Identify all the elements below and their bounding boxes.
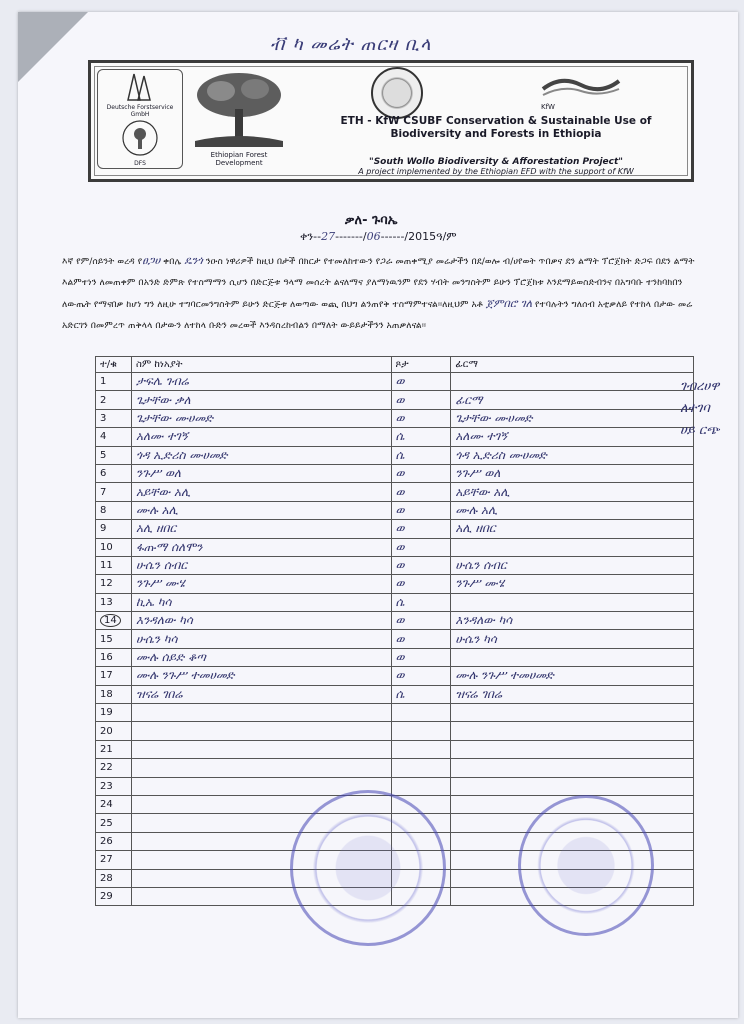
row-number — [96, 795, 132, 813]
date-day: 27 — [321, 230, 336, 243]
row-number-text: 19 — [100, 707, 113, 719]
row-signature-text: ጌታቸው ሙሀመድ — [455, 410, 533, 425]
row-signature-text: ንጉሥ ሙሄ — [455, 576, 505, 591]
row-name-text: አይቸው አሊ — [135, 484, 191, 499]
table-row — [96, 409, 694, 427]
row-number-text: 25 — [100, 817, 113, 829]
row-signature — [451, 556, 694, 574]
row-number — [96, 391, 132, 409]
page-fold — [18, 12, 88, 82]
row-sex-text: ወ — [395, 521, 405, 536]
row-name — [131, 391, 391, 409]
table-row — [96, 575, 694, 593]
row-signature — [451, 593, 694, 611]
row-number-text: 28 — [100, 872, 113, 884]
header-name: ስም ከነአያት — [131, 357, 391, 373]
row-number — [96, 667, 132, 685]
row-sex — [391, 759, 451, 777]
row-number — [96, 575, 132, 593]
row-name — [131, 685, 391, 703]
row-name-text: አሊ ዘበር — [135, 521, 177, 536]
table-row — [96, 373, 694, 391]
row-sex-text: ወ — [395, 484, 405, 499]
row-name-text: ታፍሌ ገብሬ — [135, 374, 189, 389]
row-number-text: 29 — [100, 891, 113, 903]
banner-tagline: A project implemented by the Ethiopian EFD with the support of KfW — [358, 167, 634, 176]
para-part3: ንዑስ ነዋሪዎች ከዚህ በታች በክርታ የተመለከተውን የጋራ መጠቀሚያ መሬታችን በደ/ወሎ ብ/ሀየወት ጥበቃና ደን ልማት ፕሮጀክት ድጋፍ በደን ልማት እልምተነን ለመጠቀም በአንድ ድምጽ የተስማማን ሲሆን በድርጅቱ ዓላማ መሰረት ልናለማና ያለማነዉንም የደን ሃብት መንግስትም ይሁን ፕሮጀክቱ እንደማይወስድብንና በአግባቡ ተንከባክበን ለውጤት የማናበቃ ከሆነ ግን ለዚሁ ተግባርመንግስትም ይሁን ድርጅቱ ለወጣው ወጪ በህግ ልንጠየቅ ተስማምተናል፡፡ለዚህም አቶ — [62, 256, 695, 310]
row-sex-text: ወ — [395, 410, 405, 425]
row-sex — [391, 446, 451, 464]
row-sex-text: ወ — [395, 613, 405, 628]
row-number — [96, 814, 132, 832]
row-number — [96, 538, 132, 556]
row-number-text: 3 — [100, 412, 107, 424]
table-row — [96, 722, 694, 740]
header-sex: ጾታ — [391, 357, 451, 373]
row-signature — [451, 464, 694, 482]
row-sex — [391, 575, 451, 593]
row-number — [96, 556, 132, 574]
date-month: 06 — [366, 230, 381, 243]
row-sex — [391, 373, 451, 391]
row-sex — [391, 648, 451, 666]
row-number — [96, 832, 132, 850]
dfs-logo-bottom-text: DFS — [134, 160, 146, 167]
row-name-text: ጌታቸው ቃለ — [135, 392, 191, 407]
table-row — [96, 704, 694, 722]
row-sex — [391, 722, 451, 740]
table-row — [96, 483, 694, 501]
row-sex-text: ወ — [395, 392, 405, 407]
row-name-text: ጎዳ ኢድሪስ ሙሀመድ — [135, 447, 228, 462]
efd-caption: Ethiopian Forest Development — [210, 151, 268, 167]
row-sex — [391, 409, 451, 427]
row-signature — [451, 501, 694, 519]
row-number — [96, 501, 132, 519]
row-signature — [451, 446, 694, 464]
row-signature — [451, 520, 694, 538]
row-name-text: ሁሴን ካሳ — [135, 631, 178, 646]
table-row — [96, 777, 694, 795]
row-name — [131, 740, 391, 758]
row-name-text: ንጉሥ ወለ — [135, 466, 181, 481]
date-suffix: ------/2015ዓ/ም — [380, 230, 457, 243]
row-signature-text: ዝናሬ ገበሬ — [455, 686, 502, 701]
table-row — [96, 556, 694, 574]
row-number-text: 8 — [100, 504, 107, 516]
row-sex-text: ወ — [395, 539, 405, 554]
row-sex-text: ሴ — [395, 447, 405, 462]
row-signature-text: አለሙ ተገኝ — [455, 429, 508, 444]
table-row — [96, 428, 694, 446]
row-sex-text: ወ — [395, 374, 405, 389]
row-name — [131, 759, 391, 777]
row-name — [131, 667, 391, 685]
row-name-text: አለሙ ተገኝ — [135, 429, 188, 444]
row-sex — [391, 464, 451, 482]
row-signature — [451, 630, 694, 648]
side-note-line: ሀይ ርጭ — [680, 423, 720, 438]
row-sex — [391, 538, 451, 556]
row-signature — [451, 373, 694, 391]
row-signature-text: አይቸው አሊ — [455, 484, 510, 499]
row-name-text: ሁሴን ሰብር — [135, 558, 188, 573]
row-name-text: ሙሉ ንጉሥ ተመሀመድ — [135, 668, 235, 683]
row-name-text: ንጉሥ ሙሄ — [135, 576, 185, 591]
row-signature-text: ሁሴን ሰብር — [455, 558, 507, 573]
row-name — [131, 593, 391, 611]
row-number-text: 18 — [100, 688, 113, 700]
row-name-text: ጌታቸው ሙሀመድ — [135, 410, 213, 425]
header-number: ተ/ቁ — [96, 357, 132, 373]
document-heading: ቃለ- ጉባኤ — [345, 213, 398, 228]
row-number-text: 7 — [100, 486, 107, 498]
row-name — [131, 630, 391, 648]
row-number — [96, 740, 132, 758]
row-name — [131, 612, 391, 630]
table-row — [96, 391, 694, 409]
row-number-text: 14 — [100, 614, 121, 627]
row-signature-text: እንዳለው ካሳ — [455, 613, 513, 628]
para-part2: ቀበሌ — [160, 256, 185, 267]
row-signature-text: ሁሴን ካሳ — [455, 631, 497, 646]
efd-tree-logo — [191, 69, 287, 167]
row-sex — [391, 630, 451, 648]
row-signature — [451, 483, 694, 501]
para-part1: እኛ የም/ሰይንት ወረዳ የ — [62, 256, 143, 267]
row-number — [96, 630, 132, 648]
row-name — [131, 428, 391, 446]
row-name — [131, 538, 391, 556]
row-number — [96, 704, 132, 722]
row-sex — [391, 556, 451, 574]
table-header-row — [96, 357, 694, 373]
banner-title: ETH - KfW CSUBF Conservation & Sustainable Use of Biodiversity and Forests in Ethiopia — [340, 115, 652, 140]
row-number-text: 2 — [100, 394, 107, 406]
table-row — [96, 759, 694, 777]
row-signature-text: ሙሉ አሊ — [455, 502, 498, 517]
row-number — [96, 685, 132, 703]
row-number — [96, 373, 132, 391]
row-name — [131, 722, 391, 740]
row-name-text: ሙሉ ሰይድ ቆጣ — [135, 650, 206, 665]
row-number — [96, 612, 132, 630]
row-sex-text: ወ — [395, 650, 405, 665]
row-signature — [451, 667, 694, 685]
row-signature — [451, 538, 694, 556]
row-sex-text: ሴ — [395, 429, 405, 444]
row-signature — [451, 740, 694, 758]
project-banner — [88, 60, 694, 182]
row-sex — [391, 704, 451, 722]
row-signature-text: ጎዳ ኢድሪስ ሙሀመድ — [455, 447, 547, 462]
row-signature — [451, 575, 694, 593]
row-number — [96, 593, 132, 611]
row-signature — [451, 428, 694, 446]
row-sex — [391, 428, 451, 446]
row-sex-text: ወ — [395, 668, 405, 683]
table-row — [96, 520, 694, 538]
row-number-text: 13 — [100, 596, 113, 608]
row-sex — [391, 483, 451, 501]
row-name-text: ፋጡማ ሰለሞን — [135, 539, 203, 554]
para-part4: የተባሉትን ግለሰብ አቲቃለይ የተከላ በታው መሬ አድርገን በመምረጥ ጠቅላላ በታውን ለተከላ ቡድን መረወች እንዳስረከብልን በማለት ውይይታችንን አጠቃለናል፡፡ — [62, 299, 693, 331]
table-row — [96, 446, 694, 464]
row-name — [131, 373, 391, 391]
person-handwritten: ጀምበሮ ገለ — [485, 297, 533, 310]
row-number — [96, 869, 132, 887]
row-sex — [391, 501, 451, 519]
row-signature — [451, 704, 694, 722]
row-sex-text: ወ — [395, 466, 405, 481]
row-number-text: 22 — [100, 762, 113, 774]
row-number — [96, 409, 132, 427]
row-number — [96, 851, 132, 869]
official-stamp-left — [290, 790, 446, 946]
row-signature — [451, 685, 694, 703]
row-name — [131, 575, 391, 593]
row-number-text: 26 — [100, 835, 113, 847]
kebele-handwritten: ፀጋሀ — [142, 254, 161, 267]
kfw-text: KfW — [541, 103, 555, 111]
dfs-seal-icon — [120, 118, 160, 158]
row-number — [96, 464, 132, 482]
row-sex — [391, 740, 451, 758]
official-stamp-right — [518, 795, 654, 936]
village-handwritten: ዴንጎ — [184, 254, 203, 267]
row-number — [96, 520, 132, 538]
table-row — [96, 593, 694, 611]
tree-icon — [191, 69, 287, 149]
row-sex — [391, 777, 451, 795]
dfs-logo-top-text: Deutsche Forstservice GmbH — [106, 104, 174, 118]
row-sex-text: ወ — [395, 631, 405, 646]
side-note-line: ለተገባ — [680, 401, 710, 416]
handwritten-note-top: ቭ ካ መሬት ጠርዛ ቢላ — [270, 34, 432, 55]
row-signature-text: ፊርማ — [455, 392, 483, 407]
table-row — [96, 740, 694, 758]
date-sep: -------/ — [335, 230, 367, 243]
row-number — [96, 777, 132, 795]
row-number-text: 5 — [100, 449, 107, 461]
row-number-text: 12 — [100, 578, 113, 590]
row-signature — [451, 648, 694, 666]
row-number-text: 11 — [100, 560, 113, 572]
row-number-text: 10 — [100, 541, 113, 553]
table-row — [96, 685, 694, 703]
row-number-text: 21 — [100, 744, 113, 755]
row-number-text: 9 — [100, 523, 107, 535]
row-sex — [391, 685, 451, 703]
row-number — [96, 446, 132, 464]
row-sex — [391, 520, 451, 538]
row-name-text: ዝናሬ ገበሬ — [135, 686, 183, 701]
kfw-logo — [541, 71, 621, 111]
row-number-text: 23 — [100, 780, 113, 792]
row-number-text: 24 — [100, 799, 113, 811]
minutes-paragraph — [62, 250, 702, 336]
side-handwritten-note — [680, 376, 719, 442]
row-signature — [451, 777, 694, 795]
table-row — [96, 630, 694, 648]
row-name — [131, 556, 391, 574]
row-number — [96, 887, 132, 905]
table-row — [96, 648, 694, 666]
side-note-line: ገብረሀዋ — [680, 379, 720, 394]
row-sex — [391, 612, 451, 630]
row-name-text: እንዳለው ካሳ — [135, 613, 193, 628]
row-name-text: ሙሉ አሊ — [135, 502, 178, 517]
banner-project-name: "South Wollo Biodiversity & Afforestation Project" — [369, 157, 623, 167]
row-number — [96, 483, 132, 501]
row-name — [131, 501, 391, 519]
dfs-logo — [97, 69, 183, 169]
row-number-text: 6 — [100, 468, 107, 480]
row-name — [131, 483, 391, 501]
row-number — [96, 428, 132, 446]
table-row — [96, 464, 694, 482]
row-name — [131, 704, 391, 722]
row-signature — [451, 409, 694, 427]
row-sex-text: ሴ — [395, 594, 405, 609]
row-sex-text: ወ — [395, 502, 405, 517]
row-number-text: 27 — [100, 854, 113, 866]
row-name — [131, 648, 391, 666]
row-sex — [391, 391, 451, 409]
row-signature — [451, 391, 694, 409]
row-sex-text: ወ — [395, 558, 405, 573]
row-number — [96, 759, 132, 777]
row-sex-text: ሴ — [395, 686, 405, 701]
row-name — [131, 446, 391, 464]
row-name — [131, 464, 391, 482]
row-number-text: 16 — [100, 652, 113, 664]
row-number-text: 17 — [100, 670, 113, 682]
row-signature — [451, 759, 694, 777]
row-sex — [391, 593, 451, 611]
row-signature — [451, 612, 694, 630]
row-signature-text: አሊ ዘበር — [455, 521, 496, 536]
table-row — [96, 538, 694, 556]
row-signature — [451, 722, 694, 740]
date-prefix: ቀን-- — [300, 230, 322, 243]
banner-subtitle — [306, 157, 686, 176]
government-emblem-icon — [371, 67, 423, 119]
row-number — [96, 648, 132, 666]
table-row — [96, 612, 694, 630]
row-name-text: ኪኤ ካሳ — [135, 594, 172, 609]
date-line — [300, 230, 457, 244]
row-signature-text: ሙሉ ንጉሥ ተመሀመድ — [455, 668, 554, 683]
row-sex — [391, 667, 451, 685]
table-row — [96, 501, 694, 519]
row-number — [96, 722, 132, 740]
kfw-wave-icon — [541, 71, 621, 101]
row-number-text: 20 — [100, 725, 113, 737]
row-number-text: 15 — [100, 633, 113, 645]
row-name — [131, 409, 391, 427]
row-signature-text: ንጉሥ ወለ — [455, 466, 501, 481]
row-name — [131, 520, 391, 538]
row-number-text: 1 — [100, 376, 107, 388]
row-number-text: 4 — [100, 431, 107, 443]
table-row — [96, 667, 694, 685]
dfs-trees-icon — [120, 70, 160, 102]
row-sex-text: ወ — [395, 576, 405, 591]
header-signature: ፊርማ — [451, 357, 694, 373]
